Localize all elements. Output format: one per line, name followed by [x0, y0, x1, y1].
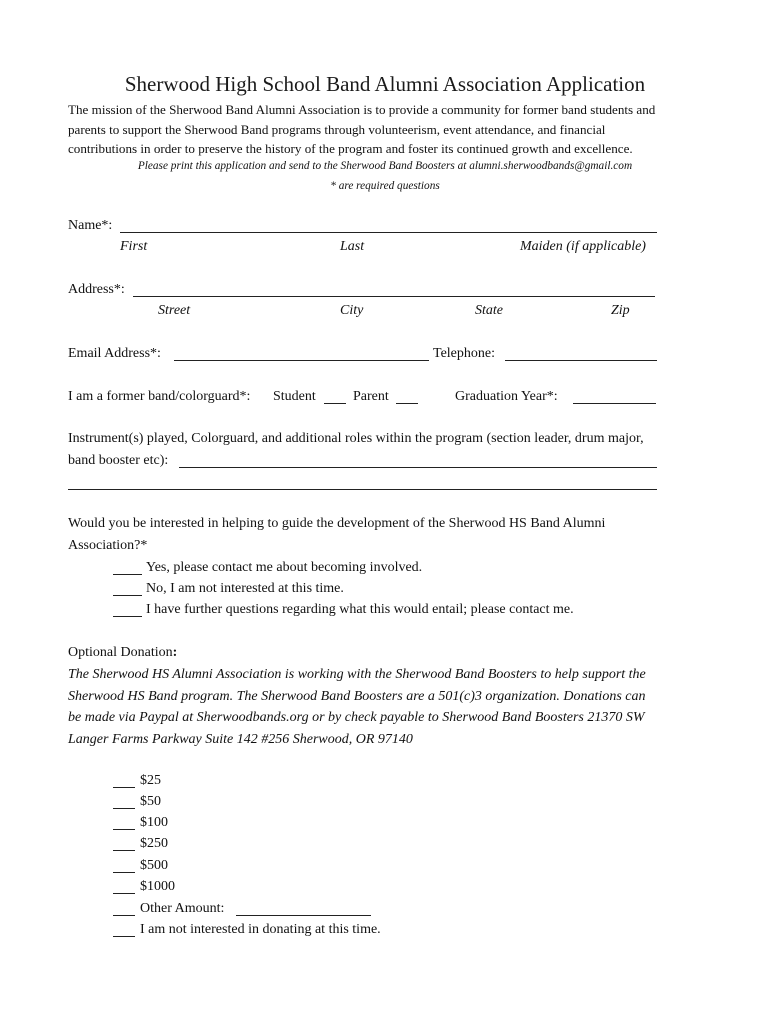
- student-option-label: Student: [273, 389, 316, 404]
- telephone-label: Telephone:: [433, 346, 495, 361]
- mission-statement: [68, 100, 708, 159]
- interest-questions-blank[interactable]: [113, 602, 142, 617]
- address-city-caption: City: [340, 303, 364, 318]
- email-label: Email Address*:: [68, 346, 161, 361]
- donation-250-blank[interactable]: [113, 836, 135, 851]
- address-state-caption: State: [475, 303, 503, 318]
- mailing-instructions: Please print this application and send to the Sherwood Band Boosters at alumni.sherwoodbands@gmail.com: [137, 160, 633, 172]
- donation-line: be made via Paypal at Sherwoodbands.org or by check payable to Sherwood Band Boosters 21370 SW: [68, 710, 645, 725]
- donation-line: The Sherwood HS Alumni Association is working with the Sherwood Band Boosters to help support the: [68, 667, 646, 682]
- name-field[interactable]: [120, 218, 657, 233]
- donation-1000-blank[interactable]: [113, 879, 135, 894]
- required-note: * are required questions: [330, 180, 440, 192]
- instrument-question-line1: Instrument(s) played, Colorguard, and additional roles within the program (section leader, drum major,: [68, 431, 644, 446]
- student-checkbox-blank[interactable]: [324, 389, 346, 404]
- interest-yes-label: Yes, please contact me about becoming involved.: [146, 560, 423, 575]
- mission-line: contributions in order to preserve the history of the program and foster its continued growth and excellence.: [68, 141, 633, 156]
- instrument-field[interactable]: [179, 453, 657, 468]
- donation-50-label: $50: [140, 794, 161, 809]
- donation-100-blank[interactable]: [113, 815, 135, 830]
- email-field[interactable]: [174, 346, 429, 361]
- donation-250-label: $250: [140, 836, 168, 851]
- donation-line: Langer Farms Parkway Suite 142 #256 Sherwood, OR 97140: [68, 731, 413, 747]
- donation-decline-blank[interactable]: [113, 922, 135, 937]
- donation-heading: [68, 645, 177, 661]
- donation-description: [68, 664, 708, 750]
- instrument-field-continued[interactable]: [68, 475, 657, 490]
- donation-50-blank[interactable]: [113, 794, 135, 809]
- donation-heading-text: Optional Donation: [68, 645, 173, 660]
- page-title: Sherwood High School Band Alumni Association Application: [124, 72, 646, 96]
- name-label: Name*:: [68, 218, 113, 233]
- mission-line: The mission of the Sherwood Band Alumni Association is to provide a community for former band students and: [68, 102, 656, 117]
- interest-questions-label: I have further questions regarding what this would entail; please contact me.: [146, 602, 574, 617]
- interest-question-line2: Association?*: [68, 538, 148, 553]
- interest-no-blank[interactable]: [113, 581, 142, 596]
- graduation-year-field[interactable]: [573, 389, 656, 404]
- name-maiden-caption: Maiden (if applicable): [520, 239, 646, 254]
- telephone-field[interactable]: [505, 346, 657, 361]
- donation-decline-label: I am not interested in donating at this time.: [140, 922, 381, 937]
- graduation-year-label: Graduation Year*:: [455, 389, 558, 404]
- donation-100-label: $100: [140, 815, 168, 830]
- address-label: Address*:: [68, 282, 125, 297]
- interest-question-line1: Would you be interested in helping to guide the development of the Sherwood HS Band Alumni: [68, 516, 606, 531]
- address-field[interactable]: [133, 282, 655, 297]
- donation-other-blank[interactable]: [113, 901, 135, 916]
- donation-25-blank[interactable]: [113, 773, 135, 788]
- donation-line: Sherwood HS Band program. The Sherwood Band Boosters are a 501(c)3 organization. Donations can: [68, 688, 646, 704]
- donation-500-blank[interactable]: [113, 858, 135, 873]
- donation-500-label: $500: [140, 858, 168, 873]
- name-first-caption: First: [120, 239, 148, 254]
- interest-no-label: No, I am not interested at this time.: [146, 581, 344, 596]
- donation-25-label: $25: [140, 773, 161, 788]
- donation-other-label: Other Amount:: [140, 901, 225, 916]
- address-street-caption: Street: [158, 303, 191, 318]
- address-zip-caption: Zip: [611, 303, 630, 318]
- parent-option-label: Parent: [353, 389, 389, 404]
- parent-checkbox-blank[interactable]: [396, 389, 418, 404]
- name-last-caption: Last: [340, 239, 365, 254]
- donation-heading-colon: :: [172, 645, 178, 660]
- donation-1000-label: $1000: [140, 879, 175, 894]
- former-member-label: I am a former band/colorguard*:: [68, 389, 251, 404]
- instrument-question-line2: band booster etc):: [68, 453, 169, 468]
- interest-yes-blank[interactable]: [113, 560, 142, 575]
- donation-other-amount-field[interactable]: [236, 901, 371, 916]
- mission-line: parents to support the Sherwood Band programs through volunteerism, event attendance, and financial: [68, 121, 606, 137]
